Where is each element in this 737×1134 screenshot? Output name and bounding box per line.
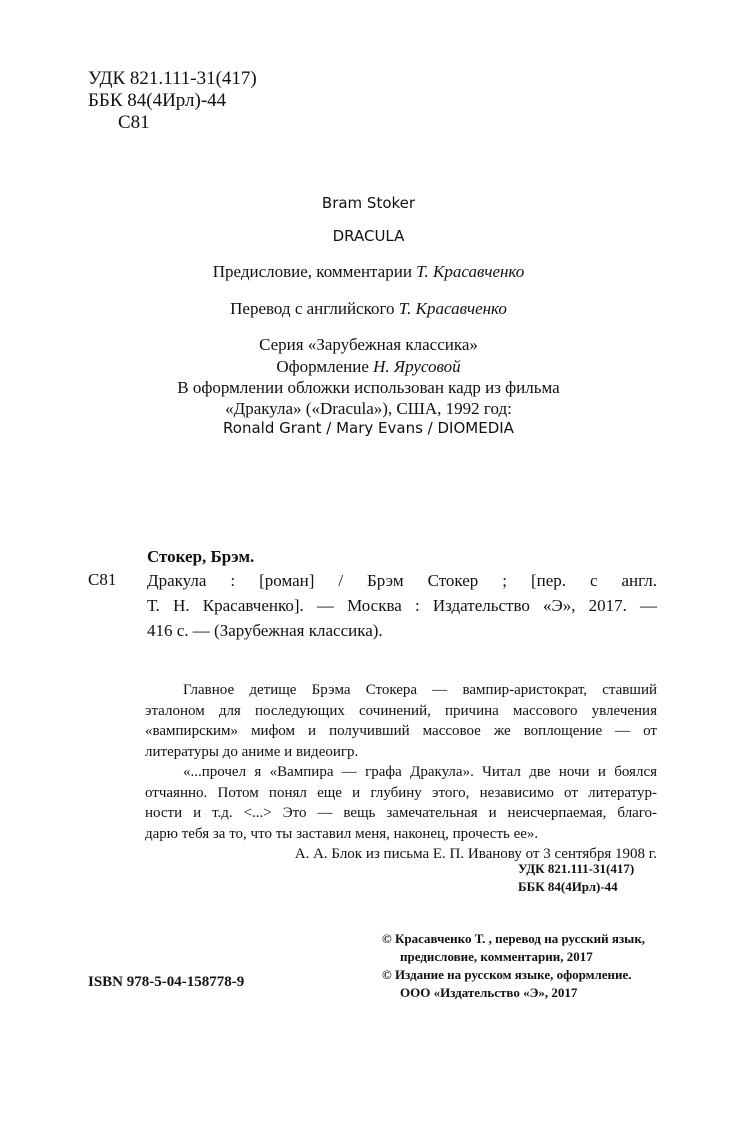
cover-credit-line3: Ronald Grant / Mary Evans / DIOMEDIA	[223, 419, 514, 437]
catalog-line: Т. Н. Красавченко]. — Москва : Издательство «Э», 2017. —	[147, 596, 657, 615]
catalog-description	[147, 568, 657, 643]
bottom-bbk: ББК 84(4Ирл)-44	[518, 879, 618, 894]
udk-code: УДК 821.111-31(417)	[88, 68, 257, 89]
annotation-line: «вампирским» мифом и получивший массовое же воплощение — от	[145, 723, 657, 739]
cover-credit-line2: «Дракула» («Dracula»), США, 1992 год:	[225, 399, 512, 418]
classification-block	[88, 68, 257, 134]
annotation-line: отчаянно. Потом понял еще и глубину этого, независимо от литератур-	[145, 784, 657, 801]
translation-credit: Перевод с английского Т. Красавченко	[230, 299, 507, 318]
preface-credit: Предисловие, комментарии Т. Красавченко	[212, 262, 525, 281]
original-author: Bram Stoker	[321, 194, 416, 212]
catalog-line: 416 с. — (Зарубежная классика).	[147, 621, 383, 640]
cover-credit-line1: В оформлении обложки использован кадр из фильма	[177, 378, 560, 397]
original-title: DRACULA	[332, 227, 405, 245]
series-credit: Серия «Зарубежная классика»	[259, 335, 478, 354]
annotation-line: ности и т.д. <...> Это — вещь замечательная и неисчерпаемая, благо-	[145, 805, 657, 821]
catalog-author: Стокер, Брэм.	[147, 547, 255, 566]
isbn: ISBN 978-5-04-158778-9	[88, 974, 245, 990]
annotation-line: эталоном для последующих сочинений, причина массового увлечения	[145, 702, 657, 719]
copyright-line: ООО «Издательство «Э», 2017	[400, 985, 578, 1000]
copyright-line: © Красавченко Т. , перевод на русский язык,	[382, 931, 646, 946]
author-cipher: С81	[118, 112, 150, 133]
annotation-line: литературы до аниме и видеоигр.	[145, 743, 359, 760]
bottom-udk: УДК 821.111-31(417)	[518, 861, 635, 876]
bbk-code: ББК 84(4Ирл)-44	[88, 90, 227, 111]
annotation-source: А. А. Блок из письма Е. П. Иванову от 3 сентября 1908 г.	[294, 846, 657, 862]
annotation	[145, 680, 657, 865]
annotation-line: Главное детище Брэма Стокера — вампир-аристократ, ставший	[183, 682, 657, 698]
bottom-codes	[518, 860, 634, 896]
annotation-line: «...прочел я «Вампира — графа Дракула». Читал две ночи и боялся	[183, 764, 657, 780]
catalog-cipher: С81	[88, 570, 117, 589]
design-credit: Оформление Н. Ярусовой	[276, 357, 461, 376]
catalog-line: Дракула : [роман] / Брэм Стокер ; [пер. с англ.	[147, 571, 657, 590]
copyright-block	[382, 930, 645, 1002]
copyright-line: © Издание на русском языке, оформление.	[382, 967, 632, 982]
annotation-line: дарю тебя за то, что ты заставил меня, наконец, прочесть ее».	[145, 825, 539, 842]
copyright-line: предисловие, комментарии, 2017	[400, 949, 593, 964]
